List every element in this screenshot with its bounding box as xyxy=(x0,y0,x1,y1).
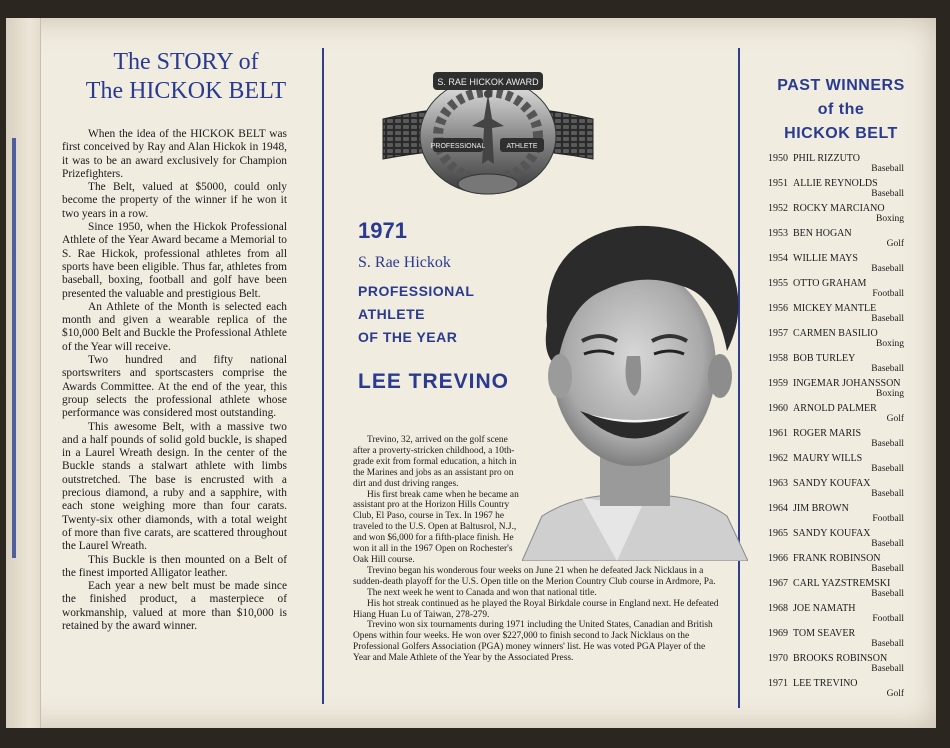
past-winner-year-name xyxy=(768,478,871,489)
past-winner-year-name xyxy=(768,553,881,564)
past-winner-item xyxy=(768,328,904,353)
past-winner-name: OTTO GRAHAM xyxy=(793,278,867,289)
award-year: 1971 xyxy=(358,218,407,243)
past-winner-year: 1950 xyxy=(768,153,788,164)
past-winner-year: 1960 xyxy=(768,403,788,414)
past-winner-item xyxy=(768,678,904,703)
past-winner-year-name xyxy=(768,653,887,664)
past-winner-item xyxy=(768,153,904,178)
past-winner-sport: Golf xyxy=(886,414,904,424)
past-winner-name: LEE TREVINO xyxy=(793,678,858,689)
story-paragraph: Since 1950, when the Hickok Professional Athlete of the Year Award became a Memorial to S. Rae Hickok, professional athletes from all sports have been eligible. Thus far, athletes from baseball, boxing, football and golf have been presented the valuable and prestigious Belt. xyxy=(62,221,287,300)
past-winner-year-name xyxy=(768,403,877,414)
story-paragraph: Each year a new belt must be made since the finished product, a masterpiece of workmanship, valued at more than $10,000 is retained by the award winner. xyxy=(62,580,287,632)
column-divider-left xyxy=(322,48,324,704)
award-title-line3: OF THE YEAR xyxy=(358,329,458,345)
past-winner-item xyxy=(768,428,904,453)
past-winner-name: MICKEY MANTLE xyxy=(793,303,877,314)
story-paragraph: An Athlete of the Month is selected each month and given a wearable replica of the $10,000 Belt and Buckle the Professional Athlete of the Year will receive. xyxy=(62,300,287,353)
story-title-line2: The HICKOK BELT xyxy=(85,78,287,104)
past-winner-sport: Baseball xyxy=(871,589,904,599)
past-winner-year-name xyxy=(768,328,878,339)
past-winner-year-name xyxy=(768,178,878,189)
past-winner-name: ROCKY MARCIANO xyxy=(793,203,885,214)
past-winner-name: CARL YAZSTREMSKI xyxy=(793,578,891,589)
past-winner-year: 1953 xyxy=(768,228,788,239)
past-winners-title-line2: of the xyxy=(817,101,865,118)
past-winner-year-name xyxy=(768,153,860,164)
story-paragraph: This awesome Belt, with a massive two and a half pounds of solid gold buckle, is shaped in a Laurel Wreath design. In the center of the Buckle stands a stalwart athlete with limbs outstretched. The base is encrusted with a precious diamond, a ruby and a sapphire, with each stone weighing more than four carats. Twenty-six other diamonds, with a total weight of more than five carats, are scattered throughout the Laurel Wreath. xyxy=(62,420,287,553)
past-winner-year: 1967 xyxy=(768,578,788,589)
past-winner-name: CARMEN BASILIO xyxy=(793,328,878,339)
bio-paragraph: Trevino, 32, arrived on the golf scene after a proverty-stricken childhood, a 10th-grade exit from formal education, a hitch in the Marines and jobs as an assistant pro on dirt and dust driving ranges. xyxy=(353,435,517,489)
bio-paragraph: Trevino began his wonderous four weeks on June 21 when he defeated Jack Nicklaus in a sudden-death playoff for the U.S. Open title on the Merion Country Club course in Ardmore, Pa. xyxy=(353,565,716,587)
past-winner-year: 1954 xyxy=(768,253,788,264)
past-winner-item xyxy=(768,178,904,203)
past-winner-name: FRANK ROBINSON xyxy=(793,553,881,564)
past-winner-sport: Baseball xyxy=(871,564,904,574)
story-paragraph: This Buckle is then mounted on a Belt of the finest imported Alligator leather. xyxy=(62,553,287,579)
past-winner-sport: Baseball xyxy=(871,639,904,649)
past-winner-sport: Boxing xyxy=(876,214,904,224)
past-winner-item xyxy=(768,353,904,378)
past-winner-sport: Golf xyxy=(886,689,904,699)
belt-top-label: S. RAE HICKOK AWARD xyxy=(437,77,539,87)
past-winner-name: BEN HOGAN xyxy=(793,228,852,239)
past-winner-item xyxy=(768,503,904,528)
past-winner-name: BROOKS ROBINSON xyxy=(793,653,888,664)
past-winner-sport: Baseball xyxy=(871,314,904,324)
past-winner-item xyxy=(768,278,904,303)
past-winner-year-name xyxy=(768,628,855,639)
past-winner-sport: Baseball xyxy=(871,164,904,174)
past-winner-year-name xyxy=(768,203,885,214)
past-winner-year-name xyxy=(768,578,890,589)
award-title xyxy=(358,280,474,349)
past-winner-item xyxy=(768,603,904,628)
fold-edge-stripe xyxy=(12,138,16,558)
folded-left-panel xyxy=(6,18,41,728)
past-winner-sport: Baseball xyxy=(871,364,904,374)
award-title-line1: PROFESSIONAL xyxy=(358,283,475,299)
past-winner-name: TOM SEAVER xyxy=(793,628,856,639)
story-title-line1: The STORY of xyxy=(113,49,259,75)
past-winner-year: 1962 xyxy=(768,453,788,464)
past-winner-year: 1968 xyxy=(768,603,788,614)
past-winner-year: 1961 xyxy=(768,428,788,439)
past-winner-year: 1952 xyxy=(768,203,788,214)
past-winner-sport: Baseball xyxy=(871,464,904,474)
past-winner-item xyxy=(768,553,904,578)
past-winner-name: ALLIE REYNOLDS xyxy=(793,178,878,189)
hickok-belt-illustration xyxy=(378,64,598,204)
past-winner-item xyxy=(768,253,904,278)
past-winner-year: 1966 xyxy=(768,553,788,564)
story-title xyxy=(56,48,316,106)
belt-left-label: PROFESSIONAL xyxy=(430,143,486,150)
past-winner-year: 1959 xyxy=(768,378,788,389)
story-paragraph: When the idea of the HICKOK BELT was first conceived by Ray and Alan Hickok in 1948, it was to be an award exclusively for Champion Prizefighters. xyxy=(62,128,287,180)
past-winner-item xyxy=(768,528,904,553)
past-winner-year: 1957 xyxy=(768,328,788,339)
past-winners-title-line3: HICKOK BELT xyxy=(784,125,898,142)
past-winner-item xyxy=(768,203,904,228)
past-winner-item xyxy=(768,228,904,253)
past-winner-year: 1964 xyxy=(768,503,788,514)
past-winner-year: 1963 xyxy=(768,478,788,489)
past-winner-item xyxy=(768,453,904,478)
past-winner-item xyxy=(768,303,904,328)
past-winner-sport: Golf xyxy=(886,239,904,249)
past-winner-name: BOB TURLEY xyxy=(793,353,856,364)
past-winner-name: WILLIE MAYS xyxy=(793,253,858,264)
belt-right-label: ATHLETE xyxy=(506,143,538,150)
past-winner-sport: Football xyxy=(872,614,904,624)
past-winner-year-name xyxy=(768,353,855,364)
past-winner-year: 1971 xyxy=(768,678,788,689)
past-winner-name: INGEMAR JOHANSSON xyxy=(793,378,901,389)
past-winners-title-line1: PAST WINNERS xyxy=(777,77,905,94)
past-winner-sport: Football xyxy=(872,289,904,299)
past-winner-year-name xyxy=(768,228,852,239)
past-winner-sport: Boxing xyxy=(876,389,904,399)
story-paragraph: The Belt, valued at $5000, could only become the property of the winner if he won it two years in a row. xyxy=(62,181,287,220)
past-winner-item xyxy=(768,653,904,678)
bio-paragraph: His first break came when he became an assistant pro at the Horizon Hills Country Club, El Paso, course in Tex. In 1967 he traveled to the U.S. Open at Baltusrol, N.J., and won $6,000 for a fifth-place finish. He won it all in the 1967 Open on Rochester's Oak Hill course. xyxy=(353,489,519,565)
past-winner-sport: Boxing xyxy=(876,339,904,349)
past-winner-name: ROGER MARIS xyxy=(793,428,862,439)
past-winner-year: 1958 xyxy=(768,353,788,364)
biography-text xyxy=(353,435,723,664)
past-winner-sport: Baseball xyxy=(871,439,904,449)
past-winner-year-name xyxy=(768,278,866,289)
past-winner-name: MAURY WILLS xyxy=(793,453,863,464)
past-winner-year: 1951 xyxy=(768,178,788,189)
past-winner-year-name xyxy=(768,678,858,689)
past-winner-year-name xyxy=(768,303,876,314)
award-sponsor: S. Rae Hickok xyxy=(358,254,451,271)
brochure-page xyxy=(6,18,936,728)
past-winner-name: SANDY KOUFAX xyxy=(793,528,871,539)
past-winner-year: 1956 xyxy=(768,303,788,314)
past-winner-item xyxy=(768,578,904,603)
past-winner-year-name xyxy=(768,253,858,264)
past-winner-sport: Football xyxy=(872,514,904,524)
winner-name: LEE TREVINO xyxy=(358,370,510,393)
past-winner-year-name xyxy=(768,378,901,389)
past-winner-name: JIM BROWN xyxy=(793,503,849,514)
past-winner-name: SANDY KOUFAX xyxy=(793,478,871,489)
past-winners-title xyxy=(751,74,931,146)
past-winner-name: JOE NAMATH xyxy=(793,603,856,614)
past-winner-year-name xyxy=(768,503,849,514)
past-winner-sport: Baseball xyxy=(871,264,904,274)
past-winner-name: PHIL RIZZUTO xyxy=(793,153,860,164)
bio-paragraph: His hot streak continued as he played the Royal Birkdale course in England next. He defeated Hiang Huan Lu of Taiwan, 278-279. xyxy=(353,598,719,620)
past-winner-year: 1965 xyxy=(768,528,788,539)
past-winner-item xyxy=(768,378,904,403)
story-text xyxy=(62,128,287,633)
past-winner-year: 1970 xyxy=(768,653,788,664)
past-winner-sport: Baseball xyxy=(871,539,904,549)
past-winner-name: ARNOLD PALMER xyxy=(793,403,877,414)
past-winner-item xyxy=(768,628,904,653)
past-winner-year-name xyxy=(768,428,861,439)
past-winner-year-name xyxy=(768,453,862,464)
award-title-line2: ATHLETE xyxy=(358,306,426,322)
bio-paragraph: Trevino won six tournaments during 1971 including the United States, Canadian and British Opens within four weeks. He won over $227,000 to finish second to Jack Nicklaus on the Professional Golfers Association (PGA) money winners' list. He was voted PGA Player of the Year and Male Athlete of the Year by the Associated Press. xyxy=(353,620,713,664)
past-winner-year-name xyxy=(768,603,856,614)
bio-paragraph: The next week he went to Canada and won that national title. xyxy=(367,587,597,598)
story-paragraph: Two hundred and fifty national sportswriters and sportscasters comprise the Awards Committee. At the end of the year, this group selects the professional athlete whose performance was considered most outstanding. xyxy=(62,354,287,420)
past-winner-sport: Baseball xyxy=(871,489,904,499)
past-winners-list xyxy=(768,153,904,703)
past-winner-year-name xyxy=(768,528,871,539)
past-winner-item xyxy=(768,478,904,503)
past-winner-sport: Baseball xyxy=(871,189,904,199)
past-winner-item xyxy=(768,403,904,428)
past-winner-year: 1955 xyxy=(768,278,788,289)
past-winner-year: 1969 xyxy=(768,628,788,639)
past-winner-sport: Baseball xyxy=(871,664,904,674)
